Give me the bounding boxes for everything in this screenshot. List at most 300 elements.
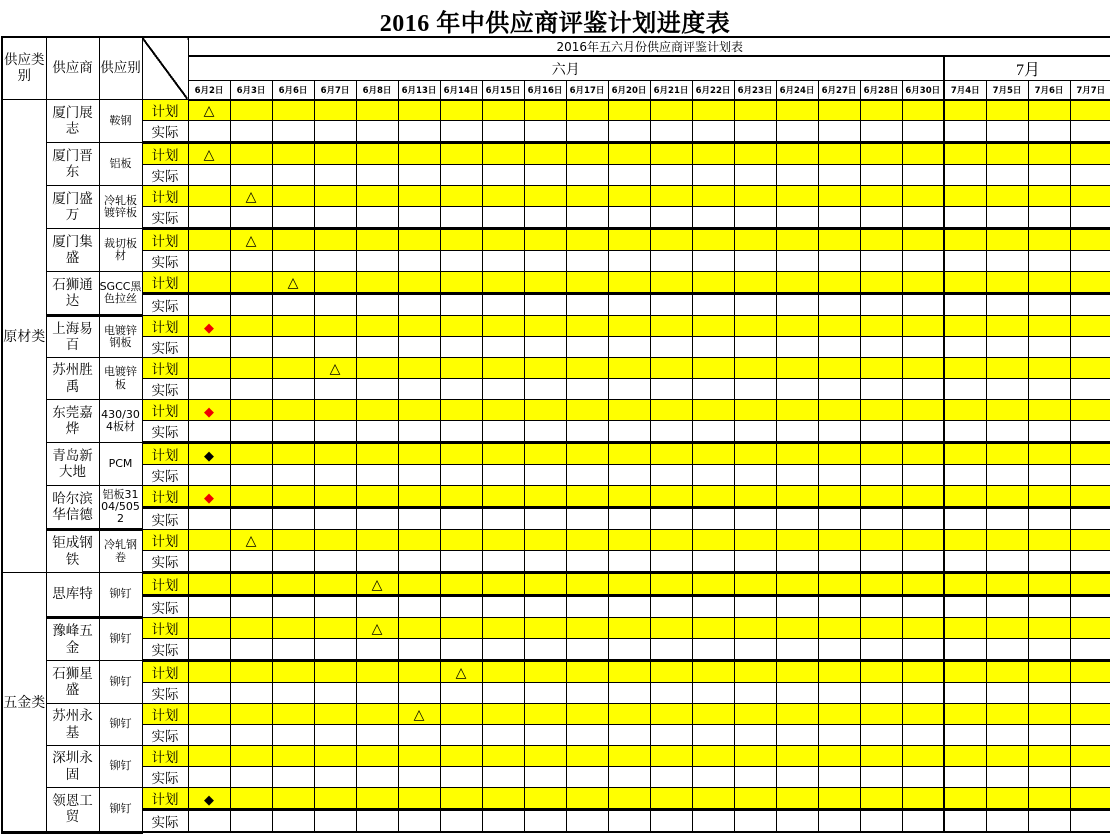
schedule-cell: [986, 100, 1028, 121]
schedule-cell: [986, 316, 1028, 337]
schedule-cell: [986, 421, 1028, 443]
schedule-cell: [1070, 618, 1110, 639]
schedule-cell: [482, 618, 524, 639]
schedule-cell: [524, 143, 566, 165]
actual-row: [2, 683, 1110, 704]
schedule-cell: [902, 683, 944, 704]
schedule-cell: [692, 788, 734, 810]
schedule-cell: [230, 767, 272, 788]
schedule-cell: [230, 810, 272, 833]
schedule-cell: [1070, 661, 1110, 683]
plan-row: [2, 661, 1110, 683]
schedule-cell: [776, 596, 818, 618]
schedule-cell: [1028, 551, 1070, 573]
schedule-cell: [188, 379, 230, 400]
schedule-cell: [398, 443, 440, 465]
schedule-cell: [1028, 508, 1070, 530]
schedule-cell: [734, 661, 776, 683]
marker-triangle-icon: △: [245, 532, 257, 549]
month-group-2: 7月: [944, 56, 1110, 81]
schedule-cell: [272, 400, 314, 421]
schedule-cell: [230, 704, 272, 725]
actual-row-label: 实际: [142, 207, 188, 229]
schedule-cell: [902, 639, 944, 661]
schedule-cell: [1028, 100, 1070, 121]
material-cell: 裁切板材: [99, 229, 142, 272]
schedule-cell: [1070, 508, 1110, 530]
schedule-cell: [314, 661, 356, 683]
schedule-cell: [650, 400, 692, 421]
schedule-cell: [272, 746, 314, 767]
schedule-cell: [566, 421, 608, 443]
schedule-cell: [524, 746, 566, 767]
schedule-cell: [776, 358, 818, 379]
actual-row: [2, 121, 1110, 143]
schedule-cell: [650, 596, 692, 618]
plan-row: [2, 746, 1110, 767]
schedule-cell: [608, 421, 650, 443]
date-col-header: 6月24日: [776, 81, 818, 100]
schedule-cell: [902, 207, 944, 229]
schedule-cell: [524, 229, 566, 251]
schedule-cell: [1028, 294, 1070, 316]
schedule-cell: [650, 704, 692, 725]
schedule-cell: [524, 573, 566, 596]
supplier-cell: 东莞嘉烨: [46, 400, 99, 443]
schedule-cell: [230, 207, 272, 229]
schedule-cell: [398, 810, 440, 833]
schedule-cell: [776, 121, 818, 143]
schedule-cell: [902, 465, 944, 486]
schedule-cell: [524, 251, 566, 272]
schedule-cell: [524, 121, 566, 143]
schedule-cell: [398, 788, 440, 810]
schedule-cell: [776, 379, 818, 400]
schedule-cell: [272, 725, 314, 746]
schedule-cell: [734, 143, 776, 165]
schedule-cell: [272, 121, 314, 143]
schedule-cell: [692, 810, 734, 833]
schedule-cell: [356, 508, 398, 530]
marker-diamond-icon: ◆: [204, 404, 214, 420]
plan-row: [2, 316, 1110, 337]
schedule-cell: [650, 165, 692, 186]
schedule-cell: [1028, 186, 1070, 207]
schedule-cell: [272, 704, 314, 725]
date-col-header: 6月27日: [818, 81, 860, 100]
actual-row-label: 实际: [142, 294, 188, 316]
actual-row-label: 实际: [142, 810, 188, 833]
schedule-cell: [944, 530, 986, 551]
schedule-cell: [902, 400, 944, 421]
schedule-cell: [1070, 551, 1110, 573]
schedule-cell: [944, 337, 986, 358]
schedule-cell: [1028, 788, 1070, 810]
schedule-cell: [398, 725, 440, 746]
schedule-cell: [608, 186, 650, 207]
schedule-cell: [734, 704, 776, 725]
schedule-cell: [440, 573, 482, 596]
schedule-cell: [524, 207, 566, 229]
actual-row-label: 实际: [142, 551, 188, 573]
marker-triangle-icon: △: [329, 360, 341, 377]
schedule-cell: [650, 810, 692, 833]
schedule-cell: [692, 358, 734, 379]
schedule-cell: [1028, 486, 1070, 508]
schedule-cell: [356, 443, 398, 465]
schedule-cell: [734, 465, 776, 486]
schedule-cell: [818, 661, 860, 683]
date-col-header: 6月17日: [566, 81, 608, 100]
plan-row-label: 计划: [142, 788, 188, 810]
schedule-cell: [440, 337, 482, 358]
plan-row: [2, 443, 1110, 465]
schedule-cell: [734, 810, 776, 833]
schedule-cell: [860, 573, 902, 596]
schedule-cell: [818, 551, 860, 573]
schedule-cell: [188, 121, 230, 143]
schedule-cell: [524, 358, 566, 379]
schedule-cell: [860, 186, 902, 207]
schedule-cell: [650, 272, 692, 294]
schedule-cell: [566, 596, 608, 618]
schedule-cell: [188, 251, 230, 272]
schedule-cell: [314, 443, 356, 465]
schedule-cell: [230, 486, 272, 508]
schedule-cell: [944, 143, 986, 165]
schedule-cell: [1070, 421, 1110, 443]
schedule-cell: [566, 746, 608, 767]
date-col-header: 6月20日: [608, 81, 650, 100]
schedule-cell: [356, 421, 398, 443]
schedule-cell: [944, 767, 986, 788]
schedule-cell: [776, 100, 818, 121]
plan-row-label: 计划: [142, 443, 188, 465]
schedule-cell: [944, 596, 986, 618]
schedule-cell: [398, 229, 440, 251]
schedule-cell: [356, 465, 398, 486]
schedule-cell: [860, 251, 902, 272]
schedule-cell: [1028, 207, 1070, 229]
schedule-cell: [944, 618, 986, 639]
schedule-cell: [608, 639, 650, 661]
schedule-cell: [440, 465, 482, 486]
schedule-cell: [314, 639, 356, 661]
schedule-cell: [818, 400, 860, 421]
schedule-cell: [608, 573, 650, 596]
schedule-cell: [188, 358, 230, 379]
schedule-cell: [986, 379, 1028, 400]
schedule-cell: [692, 639, 734, 661]
schedule-cell: [314, 746, 356, 767]
schedule-cell: [860, 704, 902, 725]
schedule-cell: [818, 508, 860, 530]
schedule-cell: [524, 725, 566, 746]
schedule-cell: [314, 596, 356, 618]
schedule-cell: [272, 683, 314, 704]
schedule-cell: [524, 379, 566, 400]
schedule-cell: [1070, 725, 1110, 746]
schedule-cell: [1070, 530, 1110, 551]
schedule-cell: [188, 746, 230, 767]
schedule-cell: [902, 618, 944, 639]
schedule-cell: [356, 767, 398, 788]
schedule-cell: [902, 661, 944, 683]
schedule-cell: [524, 186, 566, 207]
schedule-cell: [986, 596, 1028, 618]
schedule-cell: [986, 143, 1028, 165]
actual-row-label: 实际: [142, 508, 188, 530]
schedule-cell: [1028, 272, 1070, 294]
actual-row: [2, 508, 1110, 530]
schedule-cell: [818, 100, 860, 121]
schedule-cell: [1070, 100, 1110, 121]
schedule-cell: [944, 788, 986, 810]
schedule-cell: [566, 294, 608, 316]
schedule-cell: [692, 767, 734, 788]
schedule-cell: [398, 465, 440, 486]
schedule-cell: [188, 421, 230, 443]
schedule-cell: [692, 229, 734, 251]
schedule-cell: [776, 294, 818, 316]
schedule-cell: [230, 229, 272, 251]
marker-triangle-icon: △: [245, 232, 257, 249]
schedule-cell: [650, 746, 692, 767]
schedule-cell: [314, 486, 356, 508]
schedule-cell: [272, 421, 314, 443]
schedule-cell: [398, 294, 440, 316]
schedule-cell: [776, 186, 818, 207]
schedule-cell: [608, 316, 650, 337]
schedule-cell: [482, 294, 524, 316]
schedule-cell: [566, 100, 608, 121]
schedule-cell: [608, 251, 650, 272]
schedule-cell: [314, 358, 356, 379]
schedule-cell: [188, 337, 230, 358]
schedule-cell: [272, 443, 314, 465]
supplier-cell: 钜成钢铁: [46, 530, 99, 573]
schedule-cell: [482, 251, 524, 272]
schedule-cell: [734, 294, 776, 316]
date-col-header: 6月22日: [692, 81, 734, 100]
schedule-cell: [314, 379, 356, 400]
material-cell: 电镀锌钢板: [99, 316, 142, 358]
schedule-cell: [566, 465, 608, 486]
schedule-cell: [944, 443, 986, 465]
schedule-cell: [482, 639, 524, 661]
schedule-cell: [188, 443, 230, 465]
schedule-cell: [734, 100, 776, 121]
schedule-cell: [440, 530, 482, 551]
schedule-cell: [1070, 443, 1110, 465]
schedule-cell: [650, 788, 692, 810]
schedule-cell: [818, 121, 860, 143]
schedule-cell: [440, 100, 482, 121]
schedule-cell: [692, 683, 734, 704]
plan-row: [2, 530, 1110, 551]
schedule-cell: [608, 358, 650, 379]
actual-row: [2, 379, 1110, 400]
schedule-cell: [776, 725, 818, 746]
actual-row-label: 实际: [142, 379, 188, 400]
actual-row: [2, 421, 1110, 443]
schedule-cell: [524, 767, 566, 788]
supplier-cell: 厦门晋东: [46, 143, 99, 186]
schedule-cell: [776, 272, 818, 294]
schedule-cell: [986, 746, 1028, 767]
subtable-title: 2016年五六月份供应商评鉴计划表: [188, 37, 1110, 56]
schedule-cell: [398, 379, 440, 400]
supplier-cell: 哈尔滨华信德: [46, 486, 99, 530]
schedule-cell: [440, 358, 482, 379]
schedule-cell: [1070, 207, 1110, 229]
marker-triangle-icon: △: [413, 706, 425, 723]
schedule-cell: [734, 121, 776, 143]
schedule-cell: [482, 661, 524, 683]
schedule-cell: [818, 465, 860, 486]
schedule-cell: [482, 573, 524, 596]
plan-row: [2, 358, 1110, 379]
schedule-cell: [734, 272, 776, 294]
marker-diamond-icon: ◆: [204, 448, 214, 464]
schedule-cell: [272, 229, 314, 251]
schedule-cell: [356, 358, 398, 379]
schedule-cell: [818, 379, 860, 400]
schedule-cell: [776, 810, 818, 833]
material-cell: 铆钉: [99, 746, 142, 788]
schedule-cell: [272, 767, 314, 788]
schedule-cell: [272, 596, 314, 618]
schedule-cell: [230, 165, 272, 186]
schedule-cell: [524, 788, 566, 810]
schedule-cell: [356, 294, 398, 316]
schedule-cell: [692, 465, 734, 486]
schedule-cell: [272, 272, 314, 294]
schedule-cell: [776, 573, 818, 596]
schedule-cell: [986, 358, 1028, 379]
schedule-cell: [1028, 596, 1070, 618]
schedule-cell: [734, 400, 776, 421]
schedule-cell: [650, 358, 692, 379]
schedule-cell: [650, 639, 692, 661]
schedule-cell: [566, 639, 608, 661]
schedule-cell: [692, 746, 734, 767]
supplier-cell: 豫峰五金: [46, 618, 99, 661]
schedule-cell: [440, 639, 482, 661]
schedule-cell: [986, 530, 1028, 551]
schedule-cell: [650, 100, 692, 121]
material-cell: 铝板3104/5052: [99, 486, 142, 530]
schedule-cell: [986, 229, 1028, 251]
schedule-cell: [902, 337, 944, 358]
schedule-cell: [524, 421, 566, 443]
schedule-cell: [986, 767, 1028, 788]
schedule-cell: [944, 229, 986, 251]
schedule-cell: [776, 704, 818, 725]
schedule-cell: [566, 618, 608, 639]
plan-row: [2, 400, 1110, 421]
schedule-cell: [188, 530, 230, 551]
schedule-cell: [734, 421, 776, 443]
schedule-cell: [692, 316, 734, 337]
schedule-cell: [818, 725, 860, 746]
schedule-cell: [398, 767, 440, 788]
plan-row: [2, 704, 1110, 725]
schedule-cell: [188, 229, 230, 251]
schedule-cell: [608, 121, 650, 143]
schedule-cell: [1028, 746, 1070, 767]
schedule-cell: [776, 530, 818, 551]
schedule-cell: [356, 810, 398, 833]
schedule-cell: [692, 725, 734, 746]
plan-row: [2, 186, 1110, 207]
supplier-cell: 石狮通达: [46, 272, 99, 316]
schedule-cell: [818, 746, 860, 767]
schedule-cell: [650, 443, 692, 465]
supplier-cell: 石狮星盛: [46, 661, 99, 704]
schedule-cell: [566, 573, 608, 596]
actual-row: [2, 165, 1110, 186]
schedule-cell: [230, 596, 272, 618]
material-cell: 冷轧板镀锌板: [99, 186, 142, 229]
schedule-cell: [356, 530, 398, 551]
schedule-cell: [524, 810, 566, 833]
schedule-cell: [1028, 704, 1070, 725]
schedule-cell: [314, 337, 356, 358]
schedule-cell: [440, 508, 482, 530]
schedule-cell: [566, 316, 608, 337]
schedule-cell: [860, 639, 902, 661]
schedule-cell: [650, 294, 692, 316]
schedule-cell: [230, 573, 272, 596]
schedule-cell: [314, 725, 356, 746]
schedule-cell: [524, 596, 566, 618]
schedule-cell: [902, 272, 944, 294]
schedule-cell: [524, 272, 566, 294]
schedule-cell: [902, 229, 944, 251]
schedule-cell: [986, 207, 1028, 229]
schedule-cell: [776, 229, 818, 251]
supplier-cell: 苏州永基: [46, 704, 99, 746]
schedule-cell: [986, 294, 1028, 316]
schedule-cell: [860, 400, 902, 421]
schedule-cell: [734, 379, 776, 400]
schedule-cell: [608, 788, 650, 810]
schedule-cell: [986, 443, 1028, 465]
marker-triangle-icon: △: [371, 620, 383, 637]
category-cell: 五金类: [2, 573, 46, 833]
schedule-cell: [272, 316, 314, 337]
schedule-cell: [818, 358, 860, 379]
material-cell: 铆钉: [99, 618, 142, 661]
schedule-cell: [398, 639, 440, 661]
schedule-cell: [776, 337, 818, 358]
schedule-cell: [734, 788, 776, 810]
schedule-cell: [818, 704, 860, 725]
marker-triangle-icon: △: [203, 102, 215, 119]
schedule-cell: [272, 573, 314, 596]
actual-row: [2, 639, 1110, 661]
schedule-cell: [1028, 143, 1070, 165]
schedule-cell: [230, 530, 272, 551]
schedule-cell: [230, 121, 272, 143]
schedule-cell: [944, 294, 986, 316]
schedule-cell: [398, 683, 440, 704]
schedule-cell: [272, 618, 314, 639]
schedule-cell: [776, 400, 818, 421]
schedule-cell: [314, 551, 356, 573]
schedule-cell: [356, 207, 398, 229]
